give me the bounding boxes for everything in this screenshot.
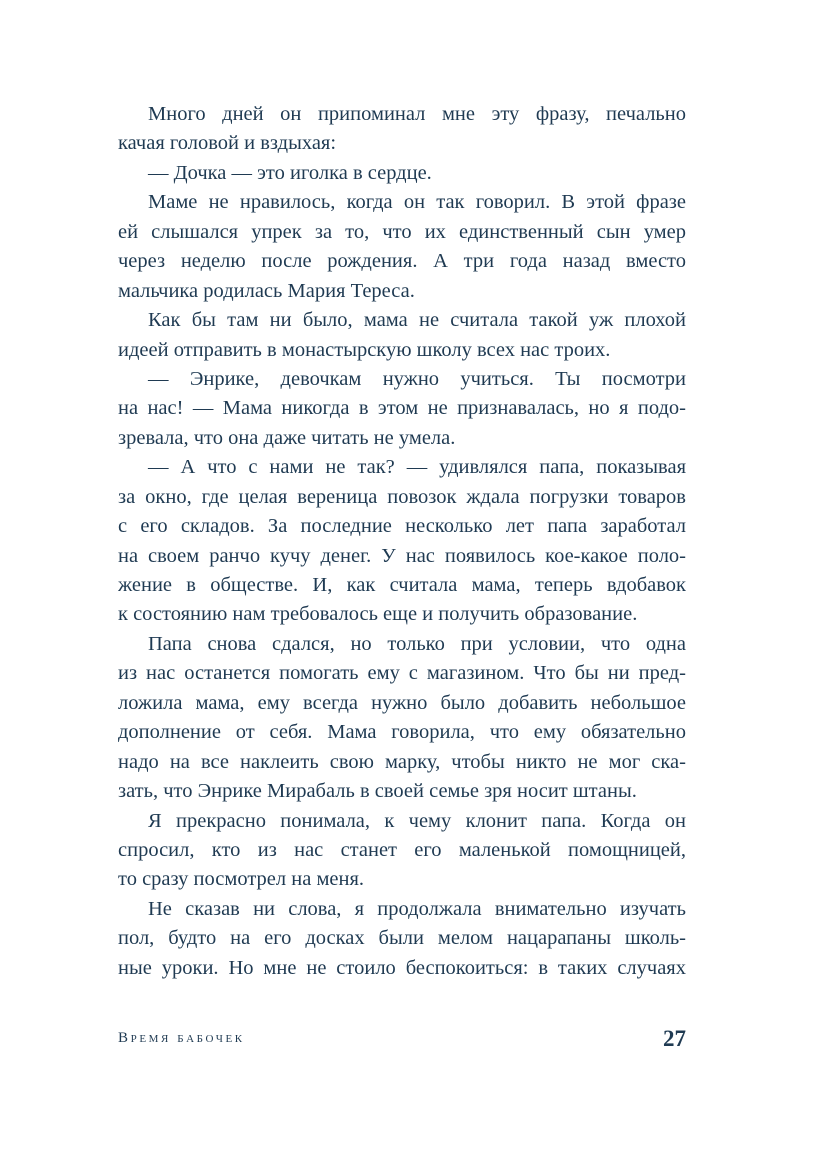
text-line: через неделю после рождения. А три года назад вместо <box>118 250 686 273</box>
text-line: качая головой и вздыхая: <box>118 132 337 155</box>
text-line: с его складов. За последние несколько лет папа заработал <box>118 515 686 538</box>
page-number: 27 <box>663 1026 686 1051</box>
text-line: спросил, кто из нас станет его маленькой помощницей, <box>118 838 686 861</box>
text-line: ей слышался упрек за то, что их единственный сын умер <box>118 220 686 243</box>
text-line: на нас! — Мама никогда в этом не признавалась, но я подо- <box>118 397 686 420</box>
text-line: Я прекрасно понимала, к чему клонит папа. Когда он <box>148 809 686 832</box>
text-line: Не сказав ни слова, я продолжала внимательно изучать <box>148 897 686 920</box>
text-line: мальчика родилась Мария Тереса. <box>118 279 415 302</box>
text-line: зать, что Энрике Мирабаль в своей семье зря носит штаны. <box>118 780 637 803</box>
text-line: Как бы там ни было, мама не считала такой уж плохой <box>148 309 686 332</box>
text-line: — Дочка — это иголка в сердце. <box>148 161 432 184</box>
text-line: Много дней он припоминал мне эту фразу, печально <box>148 103 686 125</box>
text-line: к состоянию нам требовалось еще и получить образование. <box>118 603 638 626</box>
text-line: надо на все наклеить свою марку, чтобы никто не мог ска- <box>118 750 686 773</box>
page-footer <box>118 1026 686 1056</box>
text-line: — А что с нами не так? — удивлялся папа, показывая <box>148 456 686 479</box>
body-text <box>118 100 686 983</box>
text-line: Папа снова сдался, но только при условии, что одна <box>148 632 686 655</box>
text-line: за окно, где целая вереница повозок ждала погрузки товаров <box>118 485 686 508</box>
text-line: идеей отправить в монастырскую школу всех нас троих. <box>118 338 611 361</box>
text-line: дополнение от себя. Мама говорила, что ему обязательно <box>118 721 686 744</box>
text-line: на своем ранчо кучу денег. У нас появилось кое-какое поло- <box>118 544 686 567</box>
running-title: Время бабочек <box>118 1030 245 1046</box>
text-line: пол, будто на его досках были мелом нацарапаны школь- <box>118 927 686 950</box>
text-line: ложила мама, ему всегда нужно было добавить небольшое <box>118 691 686 714</box>
text-line: из нас останется помогать ему с магазином. Что бы ни пред- <box>118 662 686 685</box>
text-line: жение в обществе. И, как считала мама, теперь вдобавок <box>118 574 686 596</box>
text-line: ные уроки. Но мне не стоило беспокоиться: в таких случаях <box>118 956 686 979</box>
text-line: — Энрике, девочкам нужно учиться. Ты посмотри <box>148 367 686 390</box>
text-line: то сразу посмотрел на меня. <box>118 868 365 891</box>
text-line: зревала, что она даже читать не умела. <box>118 426 456 449</box>
text-line: Маме не нравилось, когда он так говорил. В этой фразе <box>148 191 686 214</box>
